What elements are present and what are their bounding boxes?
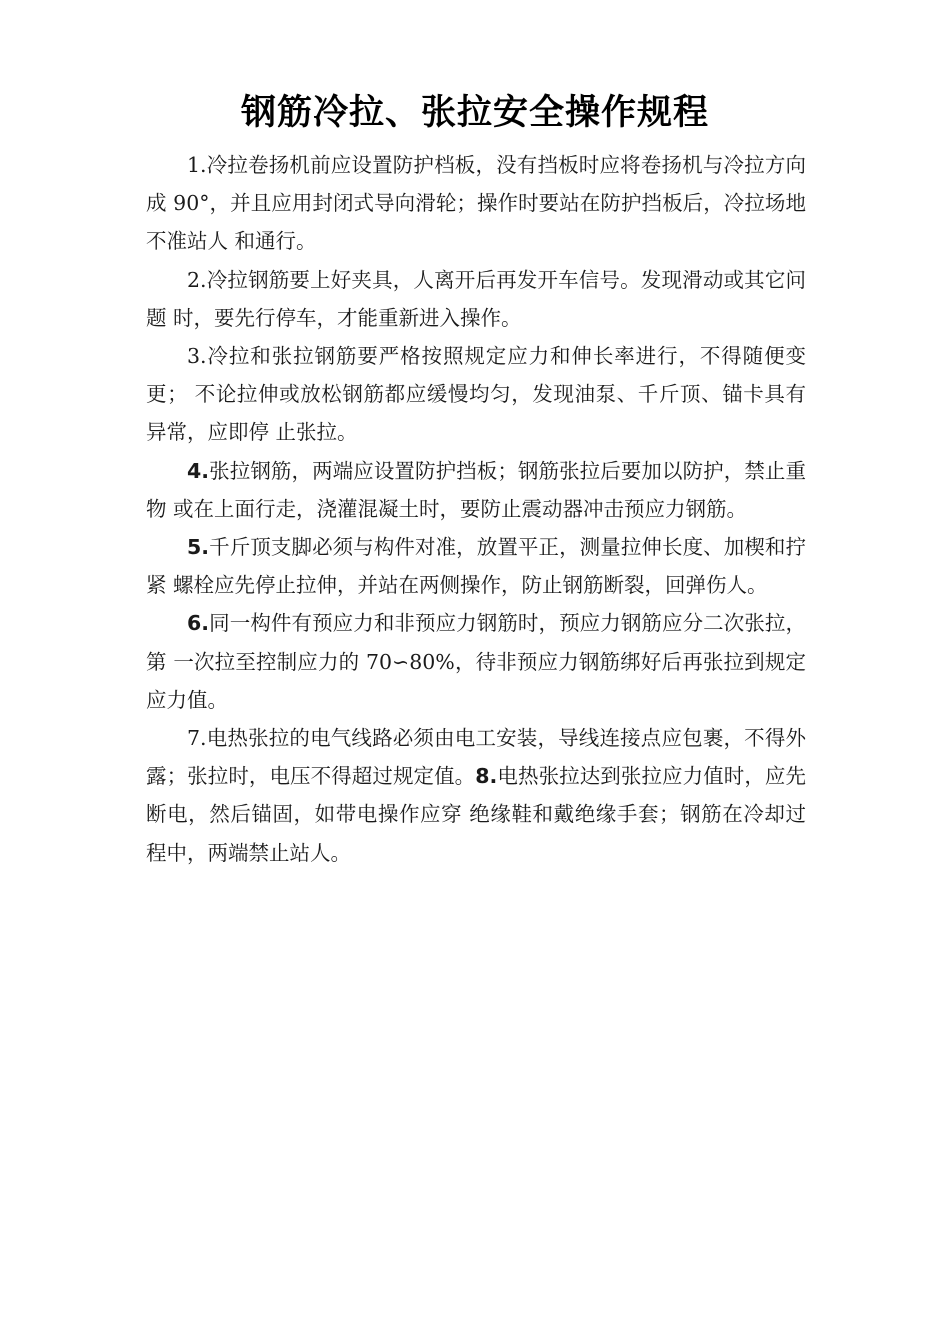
item-number: 3. xyxy=(187,344,207,369)
item-text: 同一构件有预应力和非预应力钢筋时，预应力钢筋应分二次张拉，第 一次拉至控制应力的 70∽80%，待非预应力钢筋绑好后再张拉到规定应力值。 xyxy=(146,611,806,712)
item-text: 电热张拉的电气线路必须由电工安装，导线连接点应包裹，不得外露；张拉时，电压不得超过规定值。 xyxy=(146,726,806,789)
item-text: 冷拉卷扬机前应设置防护档板，没有挡板时应将卷扬机与冷拉方向成 90°，并且应用封闭式导向滑轮；操作时要站在防护挡板后，冷拉场地不准站人 和通行。 xyxy=(146,153,806,254)
item-number: 6. xyxy=(187,611,210,636)
item-text: 张拉钢筋，两端应设置防护挡板；钢筋张拉后要加以防护，禁止重物 或在上面行走，浇灌混凝土时，要防止震动器冲击预应力钢筋。 xyxy=(146,458,806,521)
paragraph-2 xyxy=(146,261,806,337)
item-text: 千斤顶支脚必须与构件对准，放置平正，测量拉伸长度、加楔和拧紧 螺栓应先停止拉伸，并站在两侧操作，防止钢筋断裂，回弹伤人。 xyxy=(146,535,806,598)
item-number: 5. xyxy=(187,535,210,560)
item-number: 1. xyxy=(187,153,207,177)
item-number: 7. xyxy=(187,726,207,751)
item-text: 冷拉钢筋要上好夹具，人离开后再发开车信号。发现滑动或其它问题 时，要先行停车，才能重新进入操作。 xyxy=(146,267,806,330)
document-body xyxy=(146,146,806,872)
item-number: 8. xyxy=(475,764,498,789)
document-title: 钢筋冷拉、张拉安全操作规程 xyxy=(240,93,709,133)
item-number: 2. xyxy=(187,267,207,292)
paragraph-6 xyxy=(146,604,806,719)
paragraph-5 xyxy=(146,528,806,604)
paragraph-3 xyxy=(146,337,806,452)
paragraph-1 xyxy=(146,146,806,261)
item-text: 冷拉和张拉钢筋要严格按照规定应力和伸长率进行，不得随便变更； 不论拉伸或放松钢筋都应缓慢均匀，发现油泵、千斤顶、锚卡具有异常，应即停 止张拉。 xyxy=(146,344,806,445)
paragraph-7-8 xyxy=(146,719,806,872)
paragraph-4 xyxy=(146,452,806,528)
item-number: 4. xyxy=(187,458,210,483)
item-text: 电热张拉达到张拉应力值时，应先断电，然后锚固，如带电操作应穿 绝缘鞋和戴绝缘手套；钢筋在冷却过程中，两端禁止站人。 xyxy=(146,764,807,865)
